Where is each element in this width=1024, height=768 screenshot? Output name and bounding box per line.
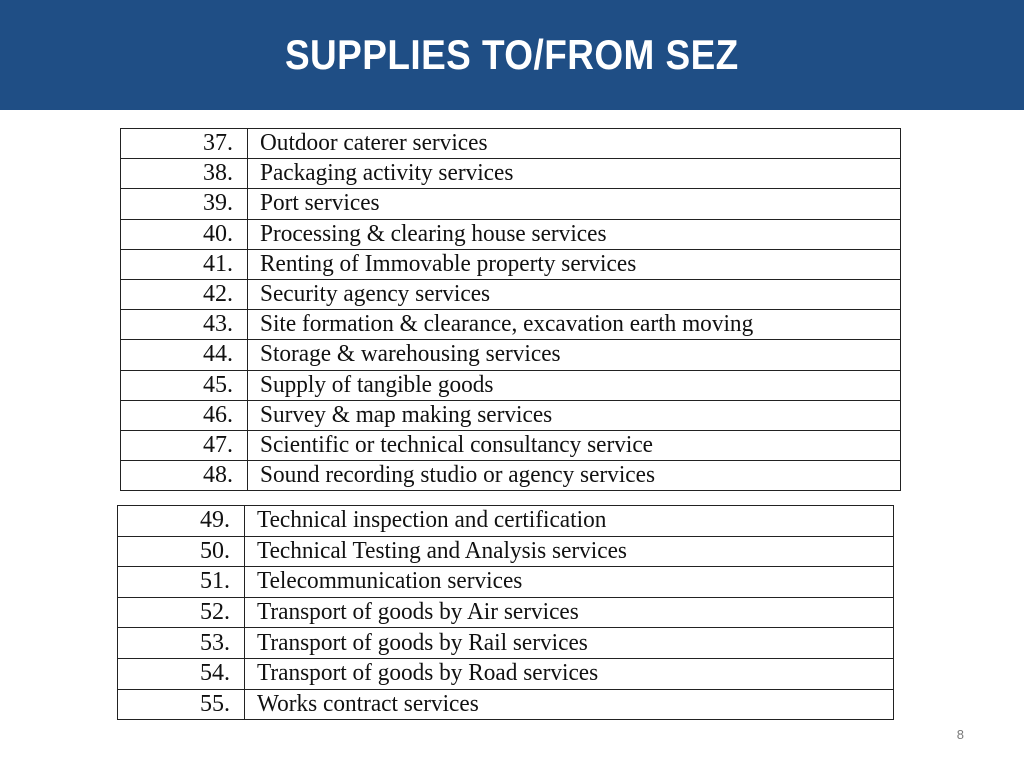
service-cell xyxy=(248,129,901,159)
table-row xyxy=(118,628,894,659)
row-number: 39. xyxy=(121,189,248,219)
service-cell xyxy=(245,506,894,537)
table-row xyxy=(118,506,894,537)
table-row xyxy=(121,189,901,219)
service-name: Technical inspection and certification xyxy=(257,507,607,534)
table-row xyxy=(121,310,901,340)
table-row xyxy=(118,689,894,720)
service-name: Survey & map making services xyxy=(260,401,553,428)
table-row xyxy=(118,567,894,598)
service-name: Storage & warehousing services xyxy=(260,341,561,368)
table-row xyxy=(121,400,901,430)
row-number: 37. xyxy=(121,129,248,159)
row-number: 52. xyxy=(118,597,245,628)
row-number: 44. xyxy=(121,340,248,370)
service-name: Technical Testing and Analysis services xyxy=(257,537,627,564)
service-name: Renting of Immovable property services xyxy=(260,250,637,277)
row-number: 55. xyxy=(118,689,245,720)
services-table-top xyxy=(120,128,901,491)
table-row xyxy=(121,279,901,309)
service-cell xyxy=(248,430,901,460)
service-cell xyxy=(248,400,901,430)
service-name: Site formation & clearance, excavation earth moving xyxy=(260,311,754,338)
table-row xyxy=(121,129,901,159)
table-row xyxy=(121,430,901,460)
service-name: Transport of goods by Air services xyxy=(257,599,579,626)
table-row xyxy=(118,658,894,689)
service-cell xyxy=(248,189,901,219)
row-number: 54. xyxy=(118,658,245,689)
table-row xyxy=(121,461,901,491)
service-cell xyxy=(245,597,894,628)
row-number: 47. xyxy=(121,430,248,460)
table-row xyxy=(121,340,901,370)
table-row xyxy=(121,249,901,279)
table-row xyxy=(118,597,894,628)
page-number: 8 xyxy=(956,727,964,742)
service-name: Packaging activity services xyxy=(260,160,514,187)
row-number: 41. xyxy=(121,249,248,279)
services-table-bottom xyxy=(117,505,894,720)
service-name: Transport of goods by Road services xyxy=(257,660,599,687)
service-name: Telecommunication services xyxy=(257,568,523,595)
row-number: 51. xyxy=(118,567,245,598)
service-cell xyxy=(248,340,901,370)
service-cell xyxy=(248,279,901,309)
service-name: Processing & clearing house services xyxy=(260,220,607,247)
service-name: Supply of tangible goods xyxy=(260,371,494,398)
service-name: Works contract services xyxy=(257,690,479,717)
service-cell xyxy=(248,159,901,189)
service-name: Scientific or technical consultancy service xyxy=(260,431,654,458)
service-cell xyxy=(245,689,894,720)
row-number: 50. xyxy=(118,536,245,567)
title-bar xyxy=(0,0,1024,110)
row-number: 48. xyxy=(121,461,248,491)
row-number: 43. xyxy=(121,310,248,340)
table-row xyxy=(118,536,894,567)
row-number: 53. xyxy=(118,628,245,659)
row-number: 49. xyxy=(118,506,245,537)
service-cell xyxy=(245,628,894,659)
service-name: Outdoor caterer services xyxy=(260,130,488,157)
service-cell xyxy=(245,658,894,689)
service-name: Port services xyxy=(260,190,380,217)
slide-title: SUPPLIES TO/FROM SEZ xyxy=(285,31,739,78)
service-cell xyxy=(248,249,901,279)
service-cell xyxy=(248,461,901,491)
row-number: 42. xyxy=(121,279,248,309)
row-number: 46. xyxy=(121,400,248,430)
table-row xyxy=(121,159,901,189)
service-name: Transport of goods by Rail services xyxy=(257,629,588,656)
service-cell xyxy=(245,536,894,567)
table-row xyxy=(121,370,901,400)
service-cell xyxy=(245,567,894,598)
row-number: 45. xyxy=(121,370,248,400)
service-cell xyxy=(248,310,901,340)
row-number: 38. xyxy=(121,159,248,189)
row-number: 40. xyxy=(121,219,248,249)
table-row xyxy=(121,219,901,249)
service-name: Sound recording studio or agency services xyxy=(260,462,656,489)
service-cell xyxy=(248,370,901,400)
service-name: Security agency services xyxy=(260,281,491,308)
service-cell xyxy=(248,219,901,249)
